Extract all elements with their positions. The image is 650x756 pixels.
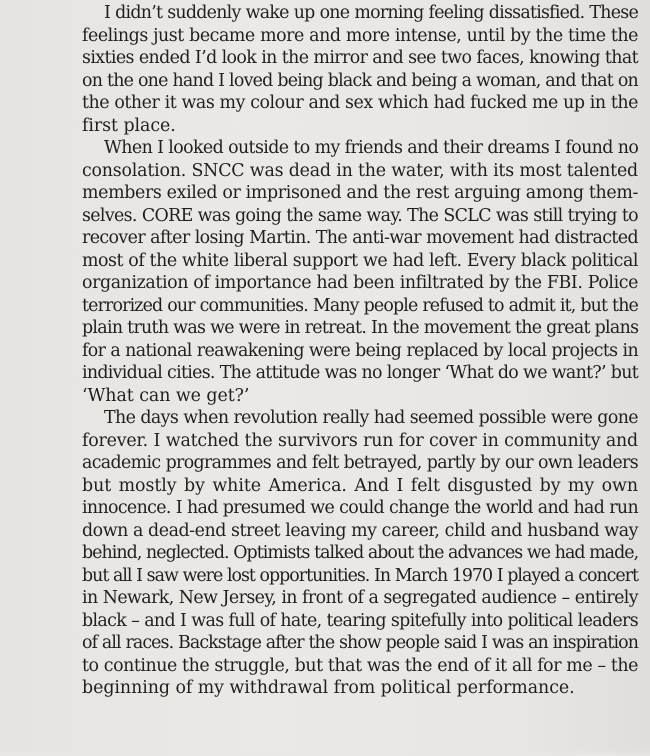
text-line: members exiled or imprisoned and the rest arguing among them- <box>82 183 638 203</box>
text-line: academic programmes and felt betrayed, partly by our own leaders <box>82 453 638 473</box>
text-line: for a national reawakening were being replaced by local projects in <box>82 340 638 361</box>
text-line: in Newark, New Jersey, in front of a segregated audience – entirely <box>82 588 638 608</box>
text-line: but all I saw were lost opportunities. In March 1970 I played a concert <box>82 565 638 586</box>
text-line: forever. I watched the survivors run for cover in community and <box>82 430 638 451</box>
text-line: selves. CORE was going the same way. The SCLC was still trying to <box>82 205 638 226</box>
text-line: behind, neglected. Optimists talked about the advances we had made, <box>82 543 639 563</box>
text-line: first place. <box>82 115 176 136</box>
text-line: most of the white liberal support we had left. Every black political <box>82 250 638 271</box>
page-bottom-edge <box>0 750 650 756</box>
text-line: sixties ended I’d look in the mirror and see two faces, knowing that <box>82 48 638 68</box>
text-line: the other it was my colour and sex which had fucked me up in the <box>82 93 638 113</box>
text-line: When I looked outside to my friends and their dreams I found no <box>104 138 639 158</box>
text-line: down a dead-end street leaving my career, child and husband way <box>82 520 638 541</box>
text-line: innocence. I had presumed we could change the world and had run <box>82 498 638 518</box>
text-line: consolation. SNCC was dead in the water, with its most talented <box>82 160 638 181</box>
text-line: to continue the struggle, but that was the end of it all for me – the <box>82 655 638 676</box>
text-line: of all races. Backstage after the show people said I was an inspiration <box>82 633 638 653</box>
text-line: but mostly by white America. And I felt disgusted by my own <box>82 475 638 496</box>
text-line: The days when revolution really had seemed possible were gone <box>104 408 638 428</box>
text-line: feelings just became more and more intense, until by the time the <box>82 25 638 46</box>
text-line: terrorized our communities. Many people refused to admit it, but the <box>82 295 638 316</box>
text-line: individual cities. The attitude was no longer ‘What do we want?’ but <box>82 363 638 383</box>
text-line: I didn’t suddenly wake up one morning feeling dissatisfied. These <box>104 3 638 23</box>
paragraph-2 <box>82 137 638 407</box>
text-line: on the one hand I loved being black and being a woman, and that on <box>82 70 638 91</box>
text-line: black – and I was full of hate, tearing spitefully into political leaders <box>82 610 638 631</box>
paragraph-3 <box>82 407 638 700</box>
paragraph-1 <box>82 2 638 137</box>
text-line: plain truth was we were in retreat. In the movement the great plans <box>82 318 639 338</box>
text-line: organization of importance had been infiltrated by the FBI. Police <box>82 273 638 293</box>
body-text <box>82 0 638 700</box>
text-line: ‘What can we get?’ <box>82 385 250 406</box>
text-line: beginning of my withdrawal from political performance. <box>82 678 575 698</box>
text-line: recover after losing Martin. The anti-war movement had distracted <box>82 228 638 248</box>
